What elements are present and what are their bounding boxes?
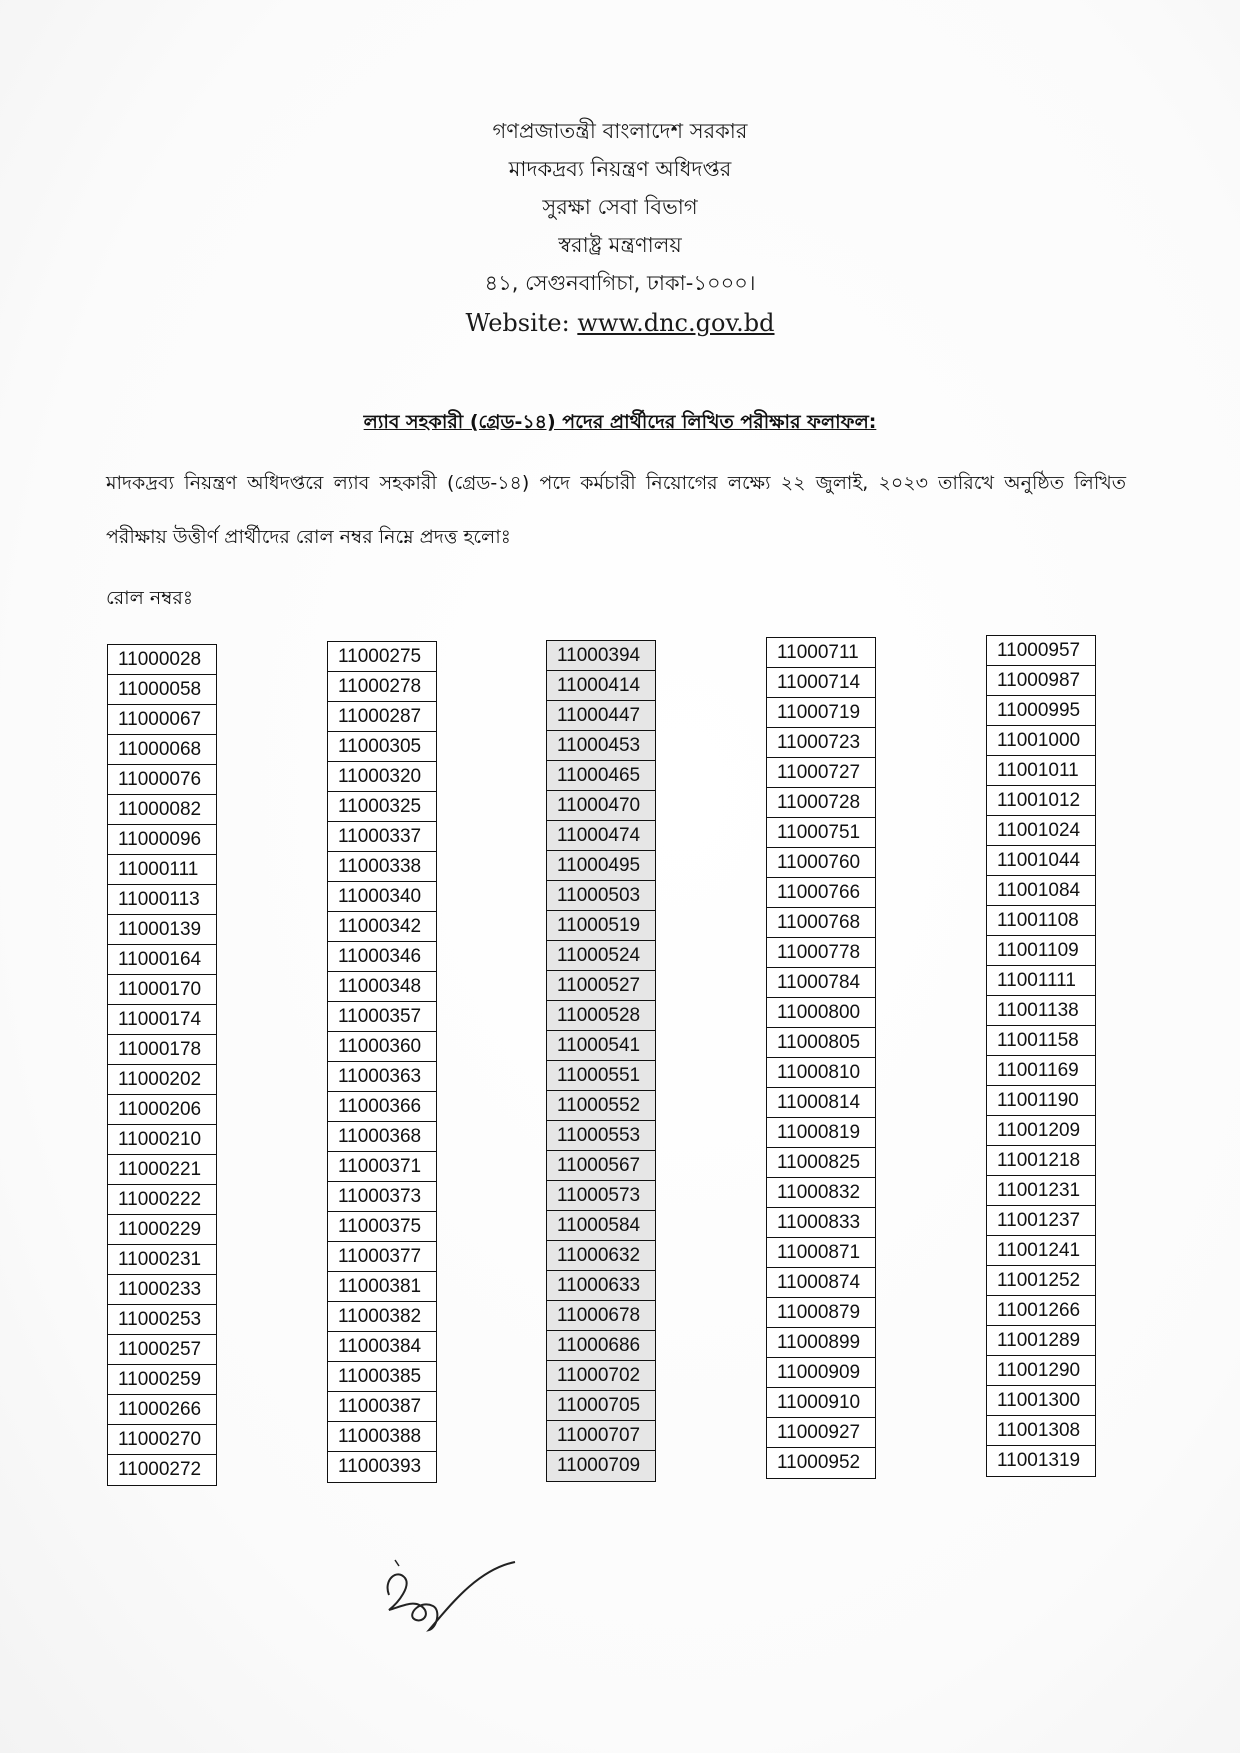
roll-number-cell: 11001012 [987, 786, 1095, 816]
website-label: Website: [465, 309, 570, 337]
roll-number-label: রোল নম্বরঃ [106, 587, 193, 609]
roll-number-cell: 11000927 [767, 1418, 875, 1448]
roll-number-cell: 11000028 [108, 645, 216, 675]
roll-number-cell: 11000503 [547, 881, 655, 911]
roll-number-cell: 11000368 [328, 1122, 436, 1152]
roll-number-cell: 11001300 [987, 1386, 1095, 1416]
roll-column-4 [766, 637, 876, 1479]
roll-number-cell: 11000719 [767, 698, 875, 728]
roll-number-cell: 11001241 [987, 1236, 1095, 1266]
roll-number-cell: 11000325 [328, 792, 436, 822]
roll-number-cell: 11000728 [767, 788, 875, 818]
roll-number-cell: 11000270 [108, 1425, 216, 1455]
roll-number-cell: 11000371 [328, 1152, 436, 1182]
signature [375, 1540, 525, 1635]
roll-number-cell: 11000222 [108, 1185, 216, 1215]
roll-number-cell: 11001000 [987, 726, 1095, 756]
roll-number-cell: 11000272 [118, 1459, 202, 1480]
roll-number-cell: 11001209 [987, 1116, 1095, 1146]
roll-number-cell: 11000221 [108, 1155, 216, 1185]
result-title: ল্যাব সহকারী (গ্রেড-১৪) পদের প্রার্থীদের লিখিত পরীক্ষার ফলাফল: [363, 411, 877, 433]
roll-number-cell: 11000524 [547, 941, 655, 971]
roll-number-cell: 11000394 [547, 641, 655, 671]
roll-number-cell: 11000709 [557, 1455, 641, 1476]
roll-number-cell: 11000363 [328, 1062, 436, 1092]
roll-number-cell: 11000082 [108, 795, 216, 825]
roll-number-cell: 11000810 [767, 1058, 875, 1088]
roll-number-cell: 11001319 [997, 1450, 1081, 1471]
roll-number-cell: 11000957 [987, 636, 1095, 666]
roll-number-cell: 11000686 [547, 1331, 655, 1361]
department-name: মাদকদ্রব্য নিয়ন্ত্রণ অধিদপ্তর [508, 157, 732, 181]
roll-number-cell: 11000342 [328, 912, 436, 942]
roll-number-cell: 11000202 [108, 1065, 216, 1095]
roll-number-cell: 11001289 [987, 1326, 1095, 1356]
division-name: সুরক্ষা সেবা বিভাগ [542, 195, 698, 219]
roll-number-cell: 11000058 [108, 675, 216, 705]
roll-number-cell: 11000800 [767, 998, 875, 1028]
roll-number-cell: 11000567 [547, 1151, 655, 1181]
roll-number-cell: 11000337 [328, 822, 436, 852]
roll-number-cell: 11000551 [547, 1061, 655, 1091]
roll-number-cell: 11000819 [767, 1118, 875, 1148]
roll-number-cell: 11000707 [547, 1421, 655, 1451]
roll-number-cell: 11000278 [328, 672, 436, 702]
roll-number-cell: 11000871 [767, 1238, 875, 1268]
roll-number-cell: 11001011 [987, 756, 1095, 786]
roll-number-cell: 11000348 [328, 972, 436, 1002]
roll-number-cell: 11001266 [987, 1296, 1095, 1326]
roll-number-cell: 11000381 [328, 1272, 436, 1302]
roll-number-cell: 11000340 [328, 882, 436, 912]
roll-number-cell: 11000233 [108, 1275, 216, 1305]
roll-number-cell: 11000910 [767, 1388, 875, 1418]
ministry-name: স্বরাষ্ট্র মন্ত্রণালয় [558, 233, 682, 257]
roll-number-cell: 11000266 [108, 1395, 216, 1425]
roll-number-cell: 11000257 [108, 1335, 216, 1365]
roll-number-cell: 11000784 [767, 968, 875, 998]
roll-number-cell: 11001084 [987, 876, 1095, 906]
website-line [0, 304, 1240, 342]
roll-number-cell: 11000305 [328, 732, 436, 762]
website-link[interactable]: www.dnc.gov.bd [577, 309, 775, 337]
roll-number-cell: 11000711 [767, 638, 875, 668]
roll-number-cell: 11000164 [108, 945, 216, 975]
roll-number-cell: 11000373 [328, 1182, 436, 1212]
roll-number-cell: 11000541 [547, 1031, 655, 1061]
roll-number-cell: 11000375 [328, 1212, 436, 1242]
roll-number-cell: 11000366 [328, 1092, 436, 1122]
roll-number-cell: 11000705 [547, 1391, 655, 1421]
roll-number-cell: 11000874 [767, 1268, 875, 1298]
roll-number-cell: 11001109 [987, 936, 1095, 966]
roll-number-cell: 11000453 [547, 731, 655, 761]
roll-number-cell: 11000995 [987, 696, 1095, 726]
result-description: মাদকদ্রব্য নিয়ন্ত্রণ অধিদপ্তরে ল্যাব সহকারী (গ্রেড-১৪) পদে কর্মচারী নিয়োগের লক্ষ্যে ২২ জুলাই, ২০২৩ তারিখে অনুষ্ঠিত লিখিত পরীক্ষায় উত্তীর্ণ প্রার্থীদের রোল নম্বর নিম্নে প্রদত্ত হলোঃ [106, 472, 1126, 548]
roll-number-cell: 11000113 [108, 885, 216, 915]
roll-number-cell: 11000723 [767, 728, 875, 758]
roll-number-cell: 11000229 [108, 1215, 216, 1245]
roll-number-cell: 11000495 [547, 851, 655, 881]
roll-number-cell: 11000287 [328, 702, 436, 732]
roll-number-cell: 11000879 [767, 1298, 875, 1328]
roll-number-cell: 11000320 [328, 762, 436, 792]
roll-number-cell: 11000778 [767, 938, 875, 968]
roll-number-cell: 11000275 [328, 642, 436, 672]
roll-number-cell: 11001044 [987, 846, 1095, 876]
roll-number-cell: 11000678 [547, 1301, 655, 1331]
roll-number-cell: 11000833 [767, 1208, 875, 1238]
roll-number-cell: 11000259 [108, 1365, 216, 1395]
roll-number-cell: 11000952 [777, 1452, 861, 1473]
roll-number-cell: 11001169 [987, 1056, 1095, 1086]
roll-number-cell: 11000768 [767, 908, 875, 938]
roll-number-cell: 11000360 [328, 1032, 436, 1062]
roll-number-cell: 11000357 [328, 1002, 436, 1032]
roll-number-cell: 11000139 [108, 915, 216, 945]
roll-number-cell: 11000377 [328, 1242, 436, 1272]
address: ৪১, সেগুনবাগিচা, ঢাকা-১০০০। [484, 271, 756, 295]
roll-number-cell: 11000447 [547, 701, 655, 731]
roll-number-cell: 11000702 [547, 1361, 655, 1391]
roll-number-cell: 11000067 [108, 705, 216, 735]
roll-number-cell: 11000384 [328, 1332, 436, 1362]
roll-number-cell: 11000170 [108, 975, 216, 1005]
roll-number-cell: 11000382 [328, 1302, 436, 1332]
roll-number-cell: 11000552 [547, 1091, 655, 1121]
roll-column-2 [327, 641, 437, 1483]
roll-number-cell: 11000805 [767, 1028, 875, 1058]
roll-number-cell: 11000714 [767, 668, 875, 698]
roll-number-cell: 11000111 [108, 855, 216, 885]
roll-number-cell: 11000470 [547, 791, 655, 821]
roll-number-cell: 11000987 [987, 666, 1095, 696]
roll-number-cell: 11000474 [547, 821, 655, 851]
roll-number-cell: 11000519 [547, 911, 655, 941]
roll-number-cell: 11000553 [547, 1121, 655, 1151]
roll-number-cell: 11000096 [108, 825, 216, 855]
roll-number-cell: 11001190 [987, 1086, 1095, 1116]
roll-number-cell: 11000178 [108, 1035, 216, 1065]
roll-number-cell: 11001308 [987, 1416, 1095, 1446]
roll-number-cell: 11000727 [767, 758, 875, 788]
roll-number-cell: 11000751 [767, 818, 875, 848]
roll-number-cell: 11000527 [547, 971, 655, 1001]
letterhead [0, 112, 1240, 342]
roll-number-cell: 11000528 [547, 1001, 655, 1031]
roll-number-cell: 11001138 [987, 996, 1095, 1026]
roll-number-cell: 11000385 [328, 1362, 436, 1392]
roll-number-cell: 11000832 [767, 1178, 875, 1208]
roll-number-cell: 11001024 [987, 816, 1095, 846]
roll-number-cell: 11000633 [547, 1271, 655, 1301]
roll-number-cell: 11000393 [338, 1456, 422, 1477]
roll-number-cell: 11000076 [108, 765, 216, 795]
roll-number-cell: 11000210 [108, 1125, 216, 1155]
roll-number-cell: 11000573 [547, 1181, 655, 1211]
roll-number-cell: 11000584 [547, 1211, 655, 1241]
roll-column-1 [107, 644, 217, 1486]
roll-number-cell: 11000387 [328, 1392, 436, 1422]
roll-number-cell: 11000346 [328, 942, 436, 972]
roll-number-cell: 11001158 [987, 1026, 1095, 1056]
roll-number-cell: 11001108 [987, 906, 1095, 936]
roll-number-cell: 11001218 [987, 1146, 1095, 1176]
roll-number-cell: 11000414 [547, 671, 655, 701]
roll-number-cell: 11000253 [108, 1305, 216, 1335]
roll-number-cell: 11000231 [108, 1245, 216, 1275]
roll-number-cell: 11000068 [108, 735, 216, 765]
roll-number-cell: 11000825 [767, 1148, 875, 1178]
roll-number-cell: 11000899 [767, 1328, 875, 1358]
roll-number-cell: 11001231 [987, 1176, 1095, 1206]
roll-number-cell: 11000465 [547, 761, 655, 791]
roll-column-5 [986, 635, 1096, 1477]
roll-number-cell: 11000814 [767, 1088, 875, 1118]
roll-number-cell: 11000174 [108, 1005, 216, 1035]
roll-number-cell: 11000909 [767, 1358, 875, 1388]
roll-number-cell: 11000766 [767, 878, 875, 908]
roll-number-cell: 11001290 [987, 1356, 1095, 1386]
roll-number-cell: 11000206 [108, 1095, 216, 1125]
roll-number-cell: 11000338 [328, 852, 436, 882]
roll-number-cell: 11001111 [987, 966, 1095, 996]
roll-number-cell: 11001237 [987, 1206, 1095, 1236]
roll-number-cell: 11000760 [767, 848, 875, 878]
roll-column-3 [546, 640, 656, 1482]
govt-name: গণপ্রজাতন্ত্রী বাংলাদেশ সরকার [492, 119, 748, 143]
roll-number-cell: 11000632 [547, 1241, 655, 1271]
roll-number-cell: 11000388 [328, 1422, 436, 1452]
roll-number-cell: 11001252 [987, 1266, 1095, 1296]
